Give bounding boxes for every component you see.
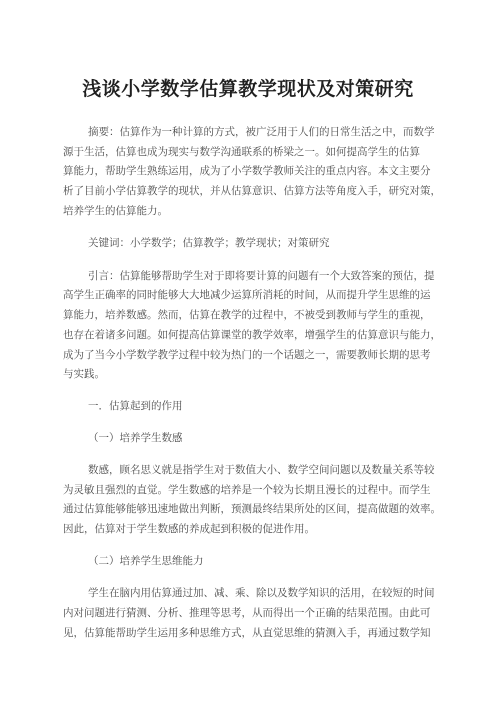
body-line: 内对问题进行猜测、分析、推理等思考，从而得出一个正确的结果范围。由此可 <box>63 607 431 619</box>
intro-line: 也存在着诸多问题。如何提高估算课堂的教学效率，增强学生的估算意识与能力， <box>63 329 441 341</box>
abstract-line: 摘要：估算作为一种计算的方式，被广泛用于人们的日常生活之中，而数学 <box>88 126 435 138</box>
body-line: 通过估算能够能够迅速地做出判断，预测最终结果所处的区间，提高做题的效率。 <box>63 503 441 515</box>
document-title: 浅谈小学数学估算教学现状及对策研究 <box>82 78 414 100</box>
keywords-line: 关键词：小学数学；估算教学；教学现状；对策研究 <box>88 237 330 249</box>
intro-line: 与实践。 <box>63 368 105 380</box>
subsection-heading: （一）培养学生数感 <box>88 432 183 444</box>
body-line: 数感，顾名思义就是指学生对于数值大小、数学空间问题以及数量关系等较 <box>88 464 435 476</box>
subsection-heading: （二）培养学生思维能力 <box>88 555 204 567</box>
section-heading: 一．估算起到的作用 <box>88 400 183 412</box>
intro-line: 引言：估算能够帮助学生对于即将要计算的问题有一个大致答案的预估，提 <box>88 270 435 282</box>
intro-line: 算能力，培养数感。然而，估算在教学的过程中，不被受到教师与学生的重视， <box>63 309 431 321</box>
body-line: 学生在脑内用估算通过加、减、乘、除以及数学知识的活用，在较短的时间 <box>88 587 435 599</box>
abstract-line: 源于生活，估算也成为现实与数学沟通联系的桥梁之一。如何提高学生的估算 <box>63 146 420 158</box>
body-line: 见，估算能帮助学生运用多种思维方式，从直觉思维的猜测入手，再通过数学知 <box>63 627 431 639</box>
body-line: 为灵敏且强烈的直觉。学生数感的培养是一个较为长期且漫长的过程中。而学生 <box>63 484 431 496</box>
abstract-line: 培养学生的估算能力。 <box>63 205 168 217</box>
abstract-line: 析了目前小学估算教学的现状，并从估算意识、估算方法等角度入手，研究对策， <box>63 185 441 197</box>
body-line: 因此，估算对于学生数感的养成起到积极的促进作用。 <box>63 523 315 535</box>
abstract-line: 算能力，帮助学生熟练运用，成为了小学数学教师关注的重点内容。本文主要分 <box>63 165 431 177</box>
intro-line: 高学生正确率的同时能够大大地减少运算所消耗的时间，从而提升学生思维的运 <box>63 289 431 301</box>
intro-line: 成为了当今小学数学教学过程中较为热门的一个话题之一，需要教师长期的思考 <box>63 349 431 361</box>
